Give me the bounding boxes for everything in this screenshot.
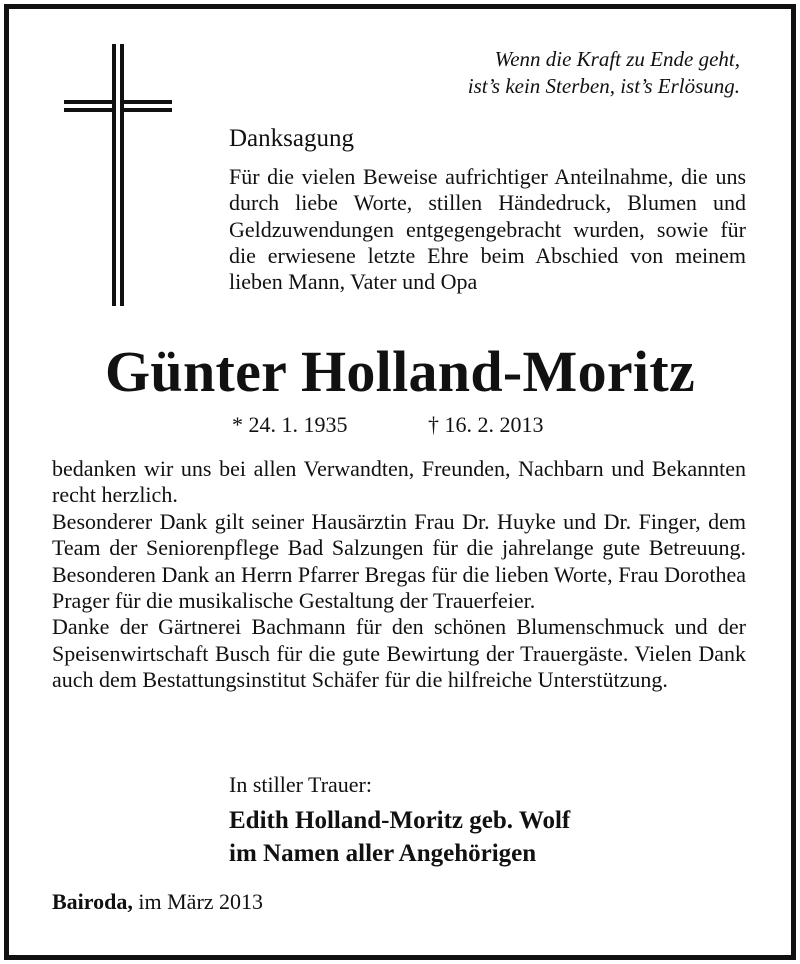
birth-date: * 24. 1. 1935	[232, 412, 348, 437]
motto-line-2: ist’s kein Sterben, ist’s Erlösung.	[467, 74, 740, 98]
heading-danksagung: Danksagung	[229, 125, 354, 152]
motto-quote	[330, 46, 740, 100]
deceased-name: Günter Holland-Moritz	[104, 339, 695, 404]
place-month: im März 2013	[138, 889, 264, 914]
signer-name: Edith Holland-Moritz geb. Wolf	[229, 807, 571, 834]
thanks-body	[52, 456, 746, 694]
motto-line-1: Wenn die Kraft zu Ende geht,	[494, 47, 740, 71]
signer-subline: im Namen aller Angehörigen	[229, 840, 537, 867]
place-town: Bairoda,	[52, 889, 133, 914]
thanks-paragraph-1: bedanken wir uns bei allen Verwandten, Freunden, Nachbarn und Bekannten recht herzlich.	[52, 456, 746, 508]
thanks-paragraph-3: Danke der Gärtnerei Bachmann für den schönen Blumenschmuck und der Speisenwirtschaft Busch für die gute Bewirtung der Trauergäste. Vielen Dank auch dem Bestattungsinstitut Schäfer für die hilfreiche Unterstützung.	[52, 614, 746, 693]
death-date: † 16. 2. 2013	[428, 412, 544, 437]
life-dates	[0, 410, 800, 440]
latin-cross-icon	[64, 44, 172, 306]
intro-paragraph: Für die vielen Beweise aufrichtiger Anteilnahme, die uns durch liebe Worte, stillen Händedruck, Blumen und Geldzuwendungen entgegengebracht wurden, sowie für die erwiesene letzte Ehre beim Abschied von meinem lieben Mann, Vater und Opa	[229, 164, 746, 295]
signature-block	[229, 804, 570, 870]
thanks-paragraph-2: Besonderer Dank gilt seiner Hausärztin Frau Dr. Huyke und Dr. Finger, dem Team der Seniorenpflege Bad Salzungen für die jahrelange gute Betreuung. Besonderen Dank an Herrn Pfarrer Bregas für die lieben Worte, Frau Dorothea Prager für die musikalische Gestaltung der Trauerfeier.	[52, 508, 746, 614]
signature-intro: In stiller Trauer:	[229, 772, 372, 797]
place-date	[52, 888, 263, 916]
